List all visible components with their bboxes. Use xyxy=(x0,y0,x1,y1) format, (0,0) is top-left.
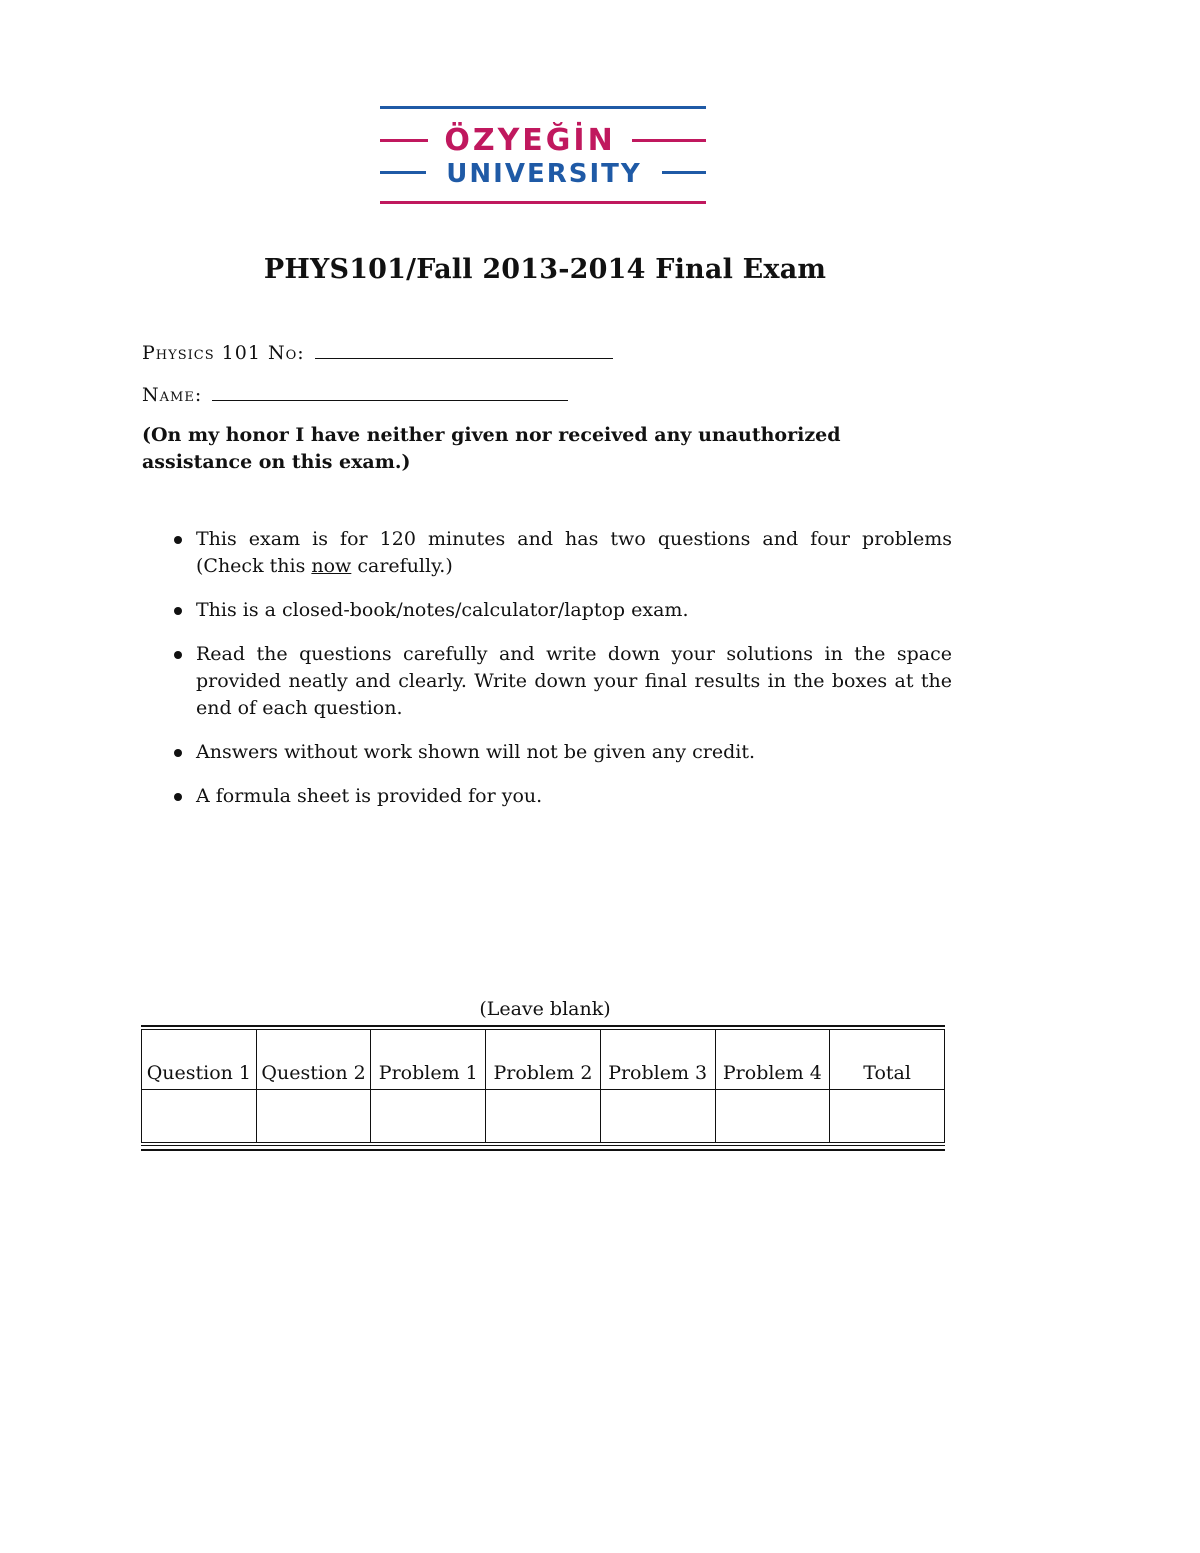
ozyegin-logo-graphic xyxy=(378,104,708,206)
score-table-caption: (Leave blank) xyxy=(479,998,611,1020)
instruction-text: This is a closed-book/notes/calculator/laptop exam. xyxy=(196,599,689,621)
instruction-item xyxy=(142,783,952,810)
score-entry-cell[interactable] xyxy=(600,1089,715,1142)
instruction-item xyxy=(142,739,952,766)
logo-top-rule xyxy=(380,106,706,109)
instruction-underline: now xyxy=(311,555,352,577)
instruction-text: A formula sheet is provided for you. xyxy=(196,785,543,807)
student-name-field xyxy=(142,382,568,406)
logo-bottom-rule xyxy=(380,201,706,204)
score-entry-cell[interactable] xyxy=(256,1089,371,1142)
score-table xyxy=(141,1029,945,1143)
score-table-header-row xyxy=(142,1029,945,1089)
student-number-blank[interactable] xyxy=(315,340,613,359)
instructions-list xyxy=(142,526,952,827)
table-bottom-rule xyxy=(141,1145,945,1147)
bullet-icon xyxy=(174,607,182,615)
student-number-field xyxy=(142,340,613,364)
logo-rule-left-1 xyxy=(380,139,428,142)
score-header-cell: Problem 3 xyxy=(600,1029,715,1089)
table-top-rule xyxy=(141,1025,945,1027)
score-header-cell: Total xyxy=(830,1029,945,1089)
instruction-item xyxy=(142,526,952,580)
score-entry-cell[interactable] xyxy=(371,1089,486,1142)
instruction-text: Answers without work shown will not be given any credit. xyxy=(196,741,755,763)
table-bottom-rule-2 xyxy=(141,1149,945,1151)
logo-rule-right-1 xyxy=(632,139,706,142)
score-header-cell: Problem 2 xyxy=(486,1029,601,1089)
logo-rule-left-2 xyxy=(380,171,426,174)
instruction-item xyxy=(142,641,952,722)
student-name-label: Name: xyxy=(142,384,203,406)
score-header-cell: Problem 4 xyxy=(715,1029,830,1089)
score-header-cell: Question 1 xyxy=(142,1029,257,1089)
university-logo xyxy=(378,104,708,206)
instruction-text-post: carefully.) xyxy=(351,555,453,577)
instruction-text: Read the questions carefully and write down your solutions in the space provided neatly and clearly. Write down your final results in the boxes at the end of each question. xyxy=(196,643,952,719)
score-entry-cell[interactable] xyxy=(715,1089,830,1142)
bullet-icon xyxy=(174,651,182,659)
logo-line2: UNIVERSITY xyxy=(446,159,642,189)
score-header-cell: Problem 1 xyxy=(371,1029,486,1089)
bullet-icon xyxy=(174,793,182,801)
score-entry-cell[interactable] xyxy=(830,1089,945,1142)
exam-title: PHYS101/Fall 2013-2014 Final Exam xyxy=(263,254,827,285)
score-table-wrapper xyxy=(141,1025,945,1151)
student-number-label: Physics 101 No: xyxy=(142,342,305,364)
bullet-icon xyxy=(174,536,182,544)
score-header-cell: Question 2 xyxy=(256,1029,371,1089)
score-entry-cell[interactable] xyxy=(142,1089,257,1142)
honor-statement: (On my honor I have neither given nor received any unauthorized assistance on this exam.) xyxy=(142,424,841,473)
student-name-blank[interactable] xyxy=(212,382,568,401)
instruction-item xyxy=(142,597,952,624)
bullet-icon xyxy=(174,749,182,757)
logo-line1: ÖZYEĞİN xyxy=(444,123,616,158)
score-entry-cell[interactable] xyxy=(486,1089,601,1142)
instruction-text-pre: This exam is for 120 minutes and has two questions and four problems (Check this xyxy=(196,528,952,577)
logo-rule-right-2 xyxy=(662,171,706,174)
score-table-entry-row xyxy=(142,1089,945,1142)
